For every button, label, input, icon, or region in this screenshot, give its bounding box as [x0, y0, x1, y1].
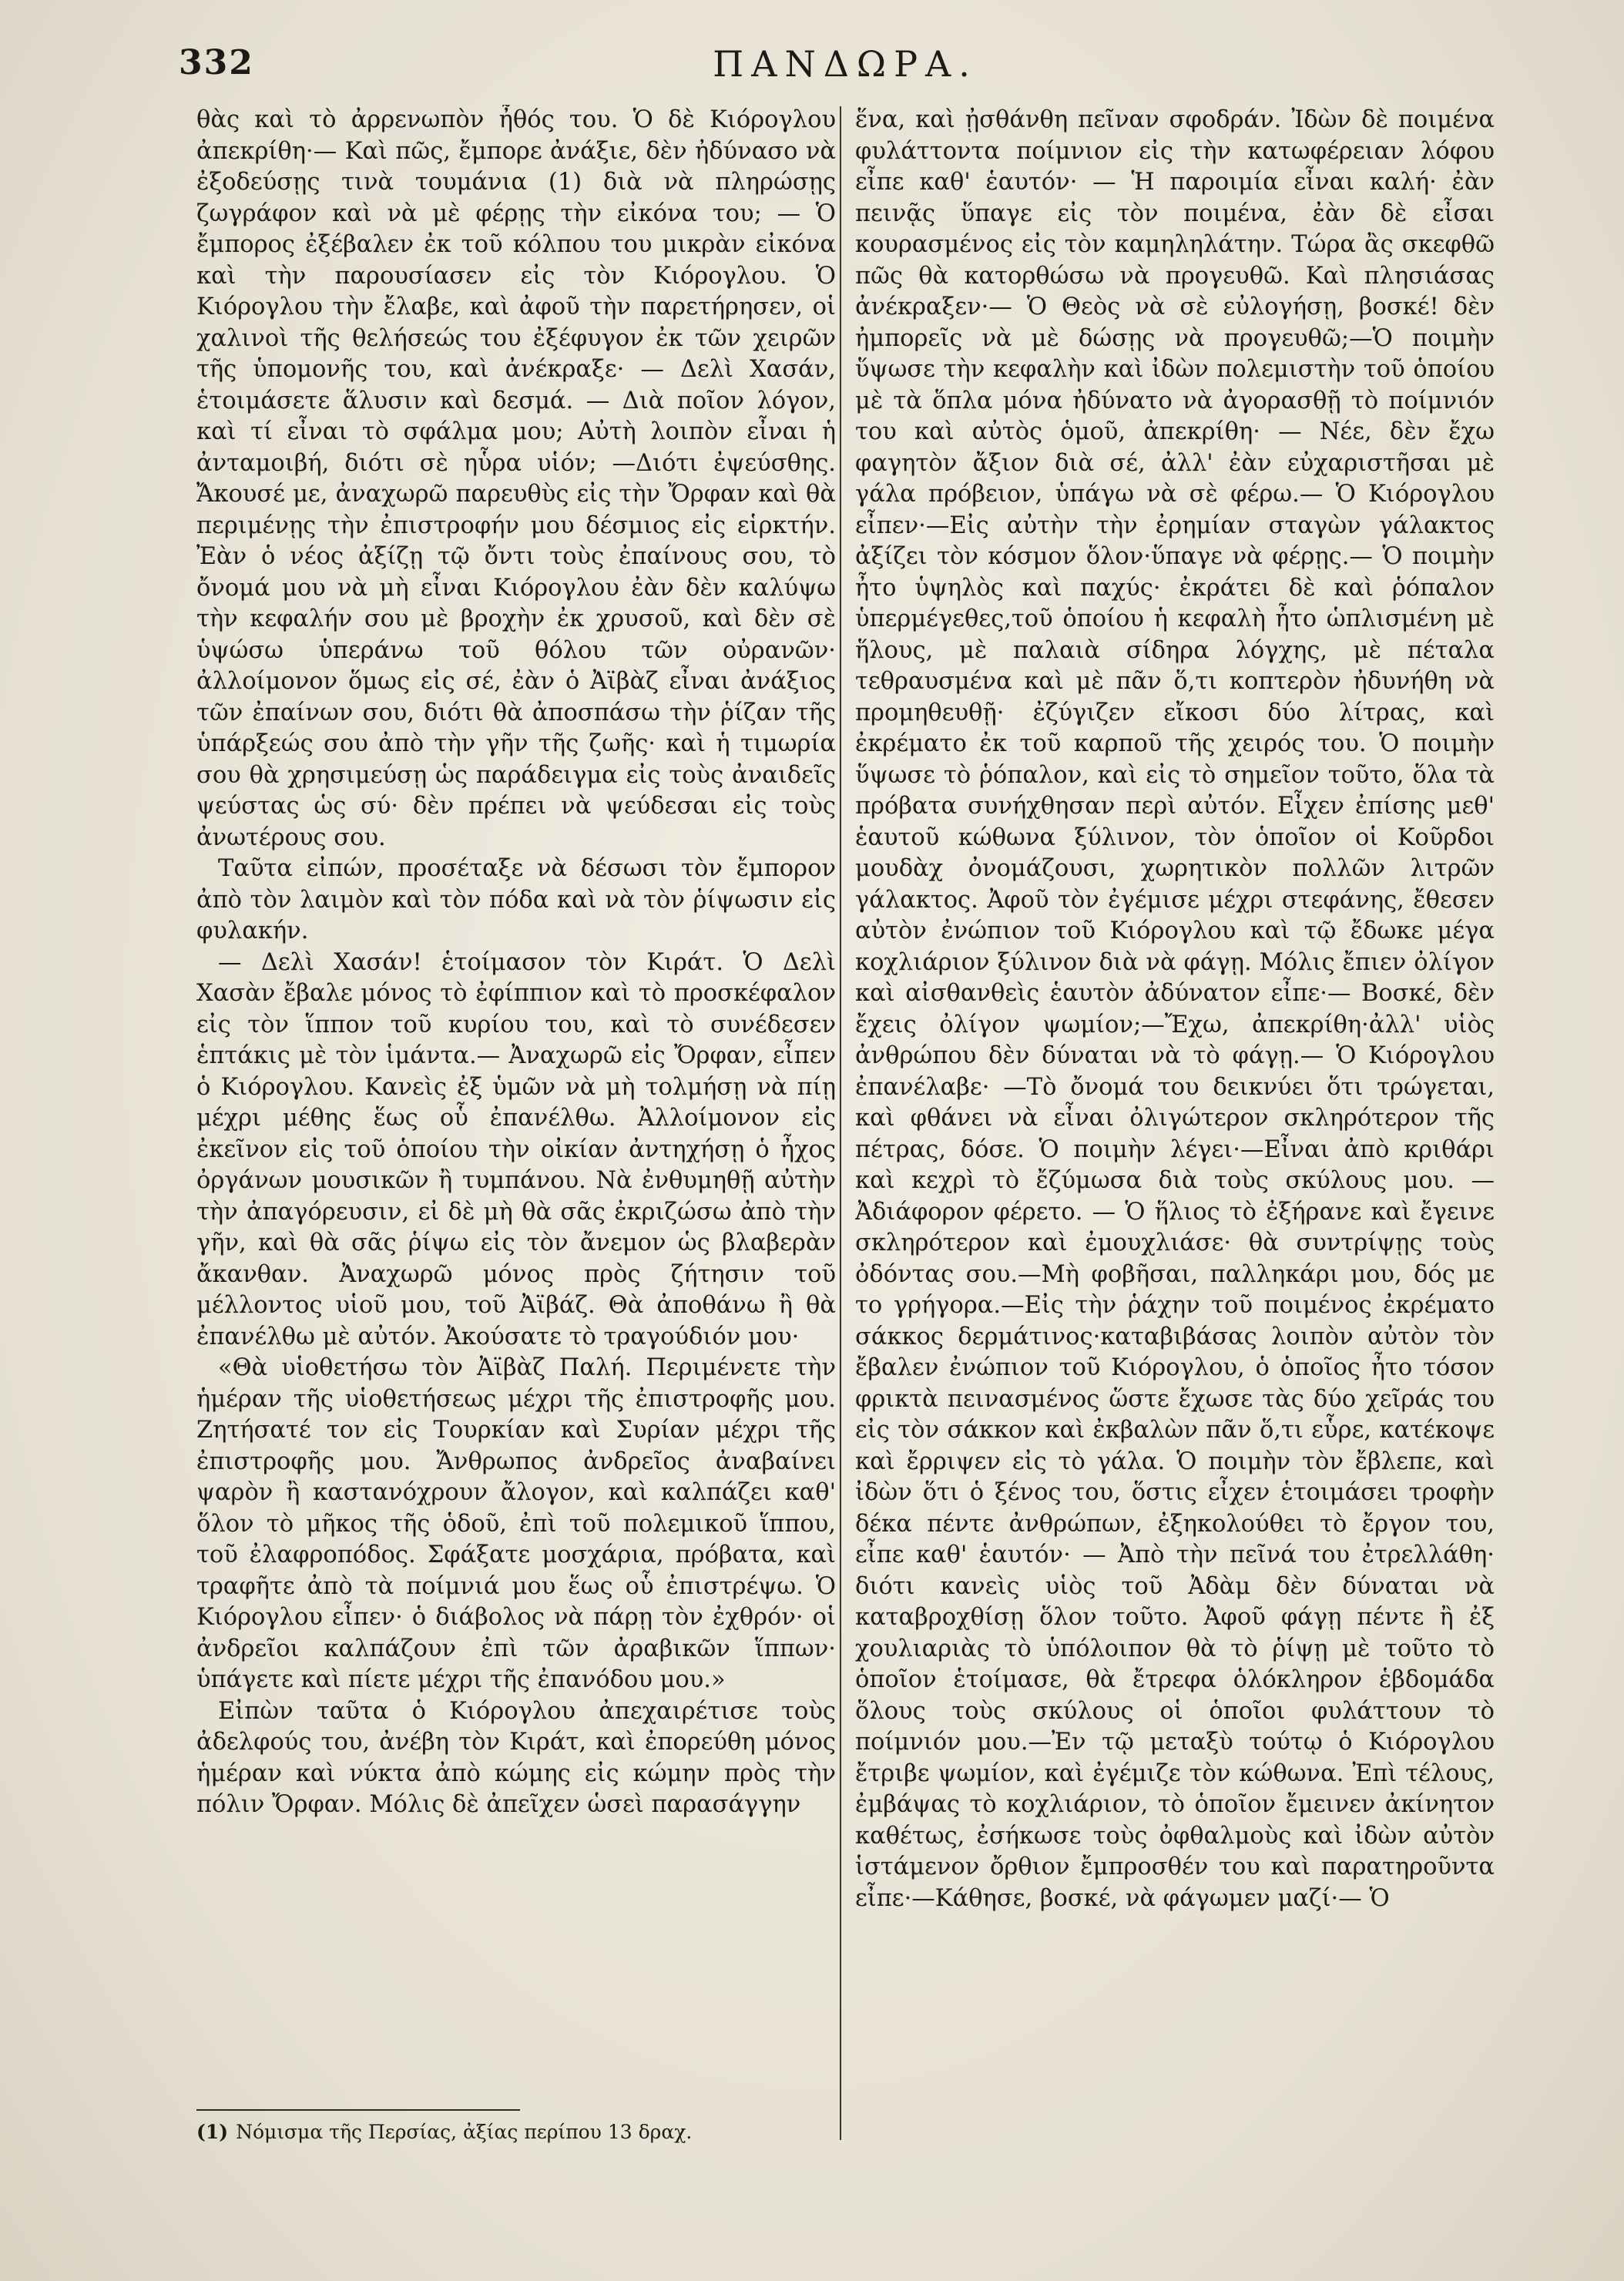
running-title: ΠΑΝΔΩΡΑ. [713, 43, 978, 85]
paragraph: Εἰπὼν ταῦτα ὁ Κιόρογλου ἀπεχαιρέτισε τοὺς ἀδελφούς του, ἀνέβη τὸν Κιράτ, καὶ ἐπορεύθη μόνος ἡμέραν καὶ νύκτα ἀπὸ κώμης εἰς κώμην πρὸς τὴν πόλιν Ὄρφαν. Μόλις δὲ ἀπεῖχεν ὡσεὶ παρασάγγην [196, 1697, 836, 1818]
paragraph: ἕνα, καὶ ᾐσθάνθη πεῖναν σφοδράν. Ἰδὼν δὲ ποιμένα φυλάττοντα ποίμνιον εἰς τὴν κατωφέρειαν λόφου εἶπε καθ' ἑαυτόν· — Ἡ παροιμία εἶναι καλή· ἐὰν πεινᾷς ὕπαγε εἰς τὸν ποιμένα, ἐὰν δὲ εἶσαι κουρασμένος εἰς τὸν καμηληλάτην. Τώρα ἂς σκεφθῶ πῶς θὰ κατορθώσω νὰ προγευθῶ. Καὶ πλησιάσας ἀνέκραξεν·— Ὁ Θεὸς νὰ σὲ εὐλογήσῃ, βοσκέ! δὲν ἠμπορεῖς νὰ μὲ δώσῃς νὰ προγευθῶ;—Ὁ ποιμὴν ὕψωσε τὴν κεφαλὴν καὶ ἰδὼν πολεμιστὴν τοῦ ὁποίου μὲ τὰ ὅπλα μόνα ἠδύνατο νὰ ἀγορασθῇ τὸ ποίμνιόν του καὶ αὐτὸς ὁμοῦ, ἀπεκρίθη· — Νέε, δὲν ἔχω φαγητὸν ἄξιον διὰ σέ, ἀλλ' ἐὰν εὐχαριστῆσαι μὲ γάλα πρόβειον, ὑπάγω νὰ σὲ φέρω.— Ὁ Κιόρογλου εἶπεν·—Εἰς αὐτὴν τὴν ἐρημίαν σταγὼν γάλακτος ἀξίζει τὸν κόσμον ὅλον·ὕπαγε νὰ φέρῃς.— Ὁ ποιμὴν ἦτο ὑψηλὸς καὶ παχύς· ἐκράτει δὲ καὶ ῥόπαλον ὑπερμέγεθες,τοῦ ὁποίου ἡ κεφαλὴ ἦτο ὡπλισμένη μὲ ἥλους, μὲ παλαιὰ σίδηρα λόγχης, μὲ πέταλα τεθραυσμένα καὶ μὲ πᾶν ὅ,τι κοπτερὸν ἠδυνήθη νὰ προμηθευθῇ· ἐζύγιζεν εἴκοσι δύο λίτρας, καὶ ἐκρέματο ἐκ τοῦ καρποῦ τῆς χειρός του. Ὁ ποιμὴν ὕψωσε τὸ ῥόπαλον, καὶ εἰς τὸ σημεῖον τοῦτο, ὅλα τὰ πρόβατα συνήχθησαν περὶ αὐτόν. Εἶχεν ἐπίσης μεθ' ἑαυτοῦ κώθωνα ξύλινον, τὸν ὁποῖον οἱ Κοῦρδοι μουδὰχ ὀνομάζουσι, χωρητικὸν πολλῶν λιτρῶν γάλακτος. Ἀφοῦ τὸν ἐγέμισε μέχρι στεφάνης, ἔθεσεν αὐτὸν ἐνώπιον τοῦ Κιόρογλου καὶ τῷ ἔδωκε μέγα κοχλιάριον ξύλινον διὰ νὰ φάγῃ. Μόλις ἔπιεν ὀλίγον καὶ αἰσθανθεὶς ἑαυτὸν ἀδύνατον εἶπε·— Βοσκέ, δὲν ἔχεις ὀλίγον ψωμίον;—Ἔχω, ἀπεκρίθη·ἀλλ' υἱὸς ἀνθρώπου δὲν δύναται νὰ τὸ φάγῃ.— Ὁ Κιόρογλου ἐπανέλαβε· —Τὸ ὄνομά του δεικνύει ὅτι τρώγεται, καὶ φθάνει νὰ εἶναι ὀλιγώτερον σκληρότερον τῆς πέτρας, δόσε. Ὁ ποιμὴν λέγει·—Εἶναι ἀπὸ κριθάρι καὶ κεχρὶ τὸ ἔζύμωσα διὰ τοὺς σκύλους μου. — Ἀδιάφορον φέρετο. — Ὁ ἥλιος τὸ ἐξήρανε καὶ ἔγεινε σκληρότερον καὶ ἐμουχλιάσε· θὰ συντρίψῃς τοὺς ὀδόντας σου.—Μὴ φοβῆσαι, παλληκάρι μου, δός με το γρήγορα.—Εἰς τὴν ῥάχην τοῦ ποιμένος ἐκρέματο σάκκος δερμάτινος·καταβιβάσας λοιπὸν αὐτὸν τὸν ἔβαλεν ἐνώπιον τοῦ Κιόρογλου, ὁ ὁποῖος ἦτο τόσον φρικτὰ πεινασμένος ὥστε ἔχωσε τὰς δύο χεῖράς του εἰς τὸν σάκκον καὶ ἐκβαλὼν πᾶν ὅ,τι εὗρε, κατέκοψε καὶ ἔρριψεν εἰς τὸ γάλα. Ὁ ποιμὴν τὸν ἔβλεπε, καὶ ἰδὼν ὅτι ὁ ξένος του, ὅστις εἶχεν ἑτοιμάσει τροφὴν δέκα πέντε ἀνθρώπων, ἐξηκολούθει τὸ ἔργον του, εἶπε καθ' ἑαυτόν· — Ἀπὸ τὴν πεῖνά του ἐτρελλάθη· διότι κανεὶς υἱὸς τοῦ Ἀδὰμ δὲν δύναται νὰ καταβροχθίσῃ ὅλον τοῦτο. Ἀφοῦ φάγῃ πέντε ἢ ἐξ χουλιαριὰς τὸ ὑπόλοιπον θὰ τὸ ῥίψῃ μὲ τοῦτο τὸ ὁποῖον ἑτοίμασε, θὰ ἔτρεφα ὁλόκληρον ἑβδομάδα ὅλους τοὺς σκύλους οἱ ὁποῖοι φυλάττουν τὸ ποίμνιόν μου.—Ἐν τῷ μεταξὺ τούτῳ ὁ Κιόρογλου ἔτριβε ψωμίον, καὶ ἐγέμιζε τὸν κώθωνα. Ἐπὶ τέλους, ἐμβάψας τὸ κοχλιάριον, τὸ ὁποῖον ἔμεινεν ἀκίνητον καθέτως, ἐσήκωσε τοὺς ὀφθαλμοὺς καὶ ἰδὼν αὐτὸν ἱστάμενον ὄρθιον ἔμπροσθέν του καὶ παρατηροῦντα εἶπε·—Κάθησε, βοσκέ, νὰ φάγωμεν μαζί·— Ὁ [855, 106, 1495, 1912]
page-number: 332 [179, 43, 254, 82]
paragraph: Ταῦτα εἰπών, προσέταξε νὰ δέσωσι τὸν ἔμπορον ἀπὸ τὸν λαιμὸν καὶ τὸν πόδα καὶ νὰ τὸν ῥίψωσιν εἰς φυλακήν. [196, 855, 836, 944]
column-divider [840, 106, 841, 2140]
footnote-mark: (1) [196, 2121, 229, 2143]
footnote-rule [196, 2109, 520, 2111]
footnote [196, 2120, 828, 2145]
paragraph: — Δελὶ Χασάν! ἑτοίμασον τὸν Κιράτ. Ὁ Δελὶ Χασὰν ἔβαλε μόνος τὸ ἐφίππιον καὶ τὸ προσκέφαλον εἰς τὸν ἵππον τοῦ κυρίου του, καὶ τὸ συνέδεσεν ἑπτάκις μὲ τὸν ἱμάντα.— Ἀναχωρῶ εἰς Ὄρφαν, εἶπεν ὁ Κιόρογλου. Κανεὶς ἐξ ὑμῶν νὰ μὴ τολμήσῃ νὰ πίῃ μέχρι μέθης ἕως οὗ ἐπανέλθω. Ἀλλοίμονον εἰς ἐκεῖνον εἰς τοῦ ὁποίου τὴν οἰκίαν ἀντηχήσῃ ὁ ἦχος ὀργάνων μουσικῶν ἢ τυμπάνου. Νὰ ἐνθυμηθῇ αὐτὴν τὴν ἀπαγόρευσιν, εἰ δὲ μὴ θὰ σᾶς ἐκριζώσω ἀπὸ τὴν γῆν, καὶ θὰ σᾶς ῥίψω εἰς τὸν ἄνεμον ὡς βλαβερὰν ἄκανθαν. Ἀναχωρῶ μόνος πρὸς ζήτησιν τοῦ μέλλοντος υἱοῦ μου, τοῦ Ἀϊβάζ. Θὰ ἀποθάνω ἢ θὰ ἐπανέλθω μὲ αὐτόν. Ἀκούσατε τὸ τραγούδιόν μου· [196, 948, 836, 1350]
paragraph: θὰς καὶ τὸ ἀρρενωπὸν ἦθός του. Ὁ δὲ Κιόρογλου ἀπεκρίθη·— Καὶ πῶς, ἔμπορε ἀνάξιε, δὲν ἠδύνασο νὰ ἐξοδεύσῃς τινὰ τουμάνια (1) διὰ νὰ πληρώσῃς ζωγράφον καὶ νὰ μὲ φέρῃς τὴν εἰκόνα του; — Ὁ ἔμπορος ἐξέβαλεν ἐκ τοῦ κόλπου του μικρὰν εἰκόνα καὶ τὴν παρουσίασεν εἰς τὸν Κιόρογλου. Ὁ Κιόρογλου τὴν ἔλαβε, καὶ ἀφοῦ τὴν παρετήρησεν, οἱ χαλινοὶ τῆς θελήσεώς του ἐξέφυγον ἐκ τῶν χειρῶν τῆς ὑπομονῆς του, καὶ ἀνέκραξε· — Δελὶ Χασάν, ἑτοιμάσετε ἅλυσιν καὶ δεσμά. — Διὰ ποῖον λόγον, καὶ τί εἶναι τὸ σφάλμα μου; Αὐτὴ λοιπὸν εἶναι ἡ ἀνταμοιβή, διότι σὲ ηὗρα υἱόν; —Διότι ἐψεύσθης. Ἄκουσέ με, ἀναχωρῶ παρευθὺς εἰς τὴν Ὄρφαν καὶ θὰ περιμένῃς τὴν ἐπιστροφήν μου δέσμιος εἰς εἱρκτήν. Ἐὰν ὁ νέος ἀξίζῃ τῷ ὄντι τοὺς ἐπαίνους σου, τὸ ὄνομά μου νὰ μὴ εἶναι Κιόρογλου ἐὰν δὲν καλύψω τὴν κεφαλήν σου μὲ βροχὴν ἐκ χρυσοῦ, καὶ δὲν σὲ ὑψώσω ὑπεράνω τοῦ θόλου τῶν οὐρανῶν· ἀλλοίμονον ὅμως εἰς σέ, ἐὰν ὁ Ἀϊβὰζ εἶναι ἀνάξιος τῶν ἐπαίνων σου, διότι θὰ ἀποσπάσω τὴν ῥίζαν τῆς ὑπάρξεώς σου ἀπὸ τὴν γῆν τῆς ζωῆς· καὶ ἡ τιμωρία σου θὰ χρησιμεύσῃ ὡς παράδειγμα εἰς τοὺς ἀναιδεῖς ψεύστας ὡς σύ· δὲν πρέπει νὰ ψεύδεσαι εἰς τοὺς ἀνωτέρους σου. [196, 106, 836, 851]
paragraph: «Θὰ υἱοθετήσω τὸν Ἀϊβὰζ Παλή. Περιμένετε τὴν ἡμέραν τῆς υἱοθετήσεως μέχρι τῆς ἐπιστροφῆς μου. Ζητήσατέ τον εἰς Τουρκίαν καὶ Συρίαν μέχρι τῆς ἐπιστροφῆς μου. Ἄνθρωπος ἀνδρεῖος ἀναβαίνει ψαρὸν ἢ καστανόχρουν ἄλογον, καὶ καλπάζει καθ' ὅλον τὸ μῆκος τῆς ὁδοῦ, ἐπὶ τοῦ πολεμικοῦ ἵππου, τοῦ ἐλαφροπόδος. Σφάξατε μοσχάρια, πρόβατα, καὶ τραφῆτε ἀπὸ τὰ ποίμνιά μου ἕως οὗ ἐπιστρέψω. Ὁ Κιόρογλου εἶπεν· ὁ διάβολος νὰ πάρῃ τὸν ἐχθρόν· οἱ ἀνδρεῖοι καλπάζουν ἐπὶ τῶν ἀραβικῶν ἵππων· ὑπάγετε καὶ πίετε μέχρι τῆς ἐπανόδου μου.» [196, 1354, 836, 1693]
left-column [196, 105, 836, 2108]
footnote-text: Νόμισμα τῆς Περσίας, ἀξίας περίπου 13 δραχ. [236, 2121, 693, 2143]
right-column [855, 105, 1495, 2108]
page-header [179, 40, 1512, 102]
